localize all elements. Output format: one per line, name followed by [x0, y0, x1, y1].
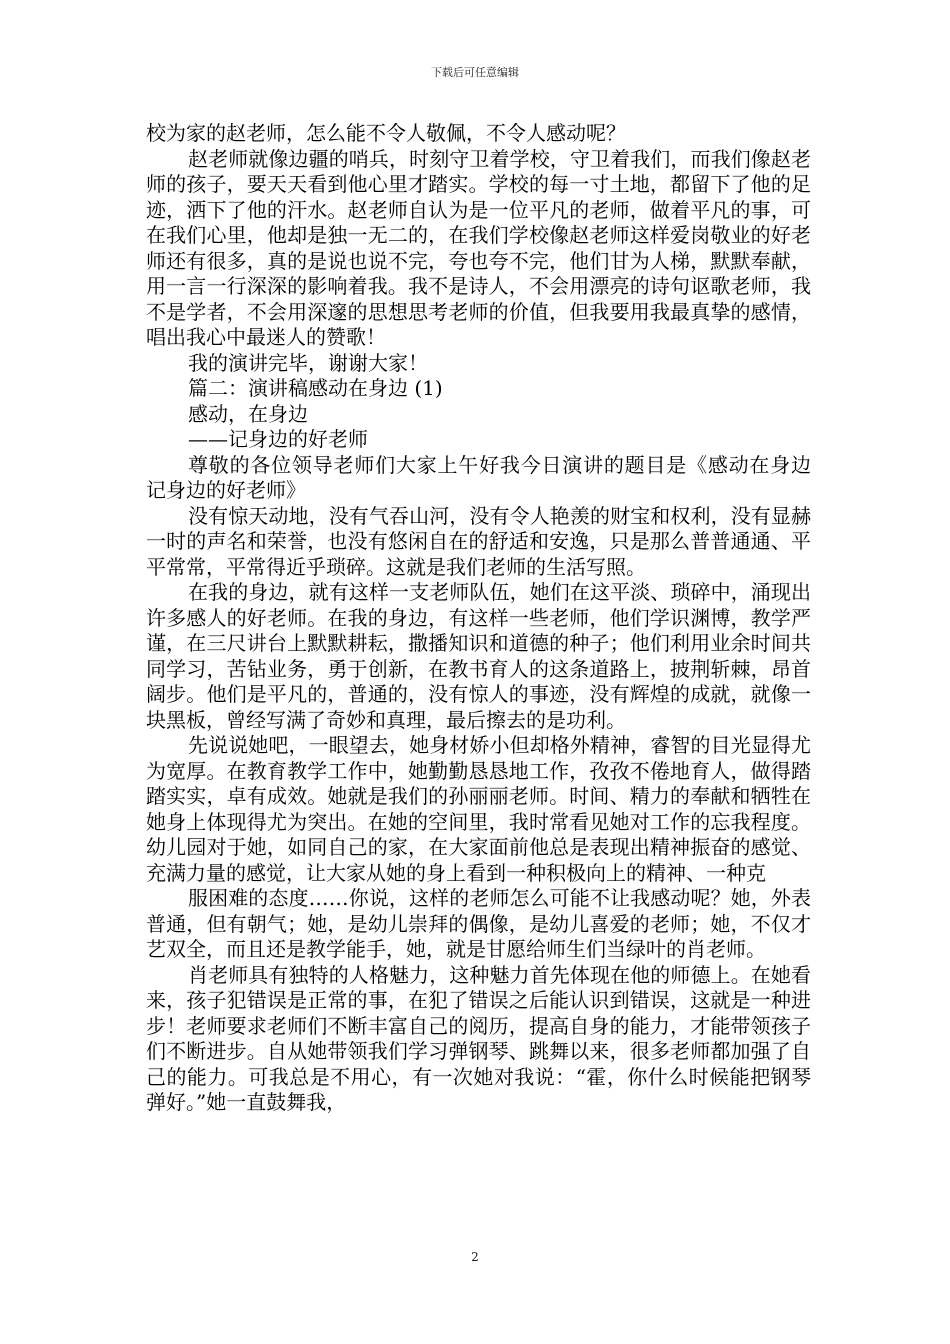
paragraph: 肖老师具有独特的人格魅力，这种魅力首先体现在他的师德上。在她看来，孩子犯错误是正常的事，在犯了错误之后能认识到错误，这就是一种进步！老师要求老师们不断丰富自己的阅历，提高自身的能力，才能带领孩子们不断进步。自从她带领我们学习弹钢琴、跳舞以来，很多老师都加强了自己的能力。可我总是不用心，有一次她对我说：“霍，你什么时候能把钢琴弹好。”她一直鼓舞我， [146, 962, 811, 1114]
paragraph: 我的演讲完毕，谢谢大家！ [188, 350, 428, 375]
speech-title: 感动，在身边 [188, 401, 308, 426]
paragraph: 在我的身边，就有这样一支老师队伍，她们在这平淡、琐碎中，涌现出许多感人的好老师。在我的身边，有这样一些老师，他们学识渊博，教学严谨，在三尺讲台上默默耕耘，撒播知识和道德的种子；他们利用业余时间共同学习，苦钻业务，勇于创新，在教书育人的这条道路上，披荆斩棘，昂首阔步。他们是平凡的，普通的，没有惊人的事迹，没有辉煌的成就，就像一块黑板，曾经写满了奇妙和真理，最后擦去的是功利。 [146, 580, 811, 732]
paragraph: 先说说她吧，一眼望去，她身材娇小但却格外精神，睿智的目光显得尤为宽厚。在教育教学工作中，她勤勤恳恳地工作，孜孜不倦地育人，做得踏踏实实，卓有成效。她就是我们的孙丽丽老师。时间、精力的奉献和牺牲在她身上体现得尤为突出。在她的空间里，我时常看见她对工作的忘我程度。幼儿园对于她，如同自己的家，在大家面前他总是表现出精神振奋的感觉、充满力量的感觉，让大家从她的身上看到一种积极向上的精神、一种克 [146, 733, 811, 885]
page-number: 2 [471, 1250, 479, 1264]
document-body [146, 121, 811, 1116]
paragraph: 赵老师就像边疆的哨兵，时刻守卫着学校，守卫着我们，而我们像赵老师的孩子，要天天看到他心里才踏实。学校的每一寸土地，都留下了他的足迹，洒下了他的汗水。赵老师自认为是一位平凡的老师，做着平凡的事，可在我们心里，他却是独一无二的，在我们学校像赵老师这样爱岗敬业的好老师还有很多，真的是说也说不完，夸也夸不完，他们甘为人梯，默默奉献，用一言一行深深的影响着我。我不是诗人，不会用漂亮的诗句讴歌老师，我不是学者，不会用深邃的思想思考老师的价值，但我要用我最真挚的感情，唱出我心中最迷人的赞歌！ [146, 146, 811, 349]
paragraph: 校为家的赵老师，怎么能不令人敬佩，不令人感动呢？ [146, 121, 626, 145]
paragraph: 没有惊天动地，没有气吞山河，没有令人艳羡的财宝和权利，没有显赫一时的声名和荣誉，也没有悠闲自在的舒适和安逸，只是那么普普通通、平平常常，平常得近乎琐碎。这就是我们老师的生活写照。 [146, 503, 811, 579]
paragraph: 尊敬的各位领导老师们大家上午好我今日演讲的题目是《感动在身边 记身边的好老师》 [146, 452, 811, 502]
page-header: 下载后可任意编辑 [431, 66, 519, 79]
paragraph: 服困难的态度……你说，这样的老师怎么可能不让我感动呢？她，外表普通，但有朝气；她，是幼儿崇拜的偶像，是幼儿喜爱的老师；她，不仅才艺双全，而且还是教学能手，她，就是甘愿给师生们当绿叶的肖老师。 [146, 886, 811, 961]
speech-subtitle: ——记身边的好老师 [188, 427, 368, 451]
section-heading: 篇二：演讲稿感动在身边 (1) [188, 376, 443, 400]
